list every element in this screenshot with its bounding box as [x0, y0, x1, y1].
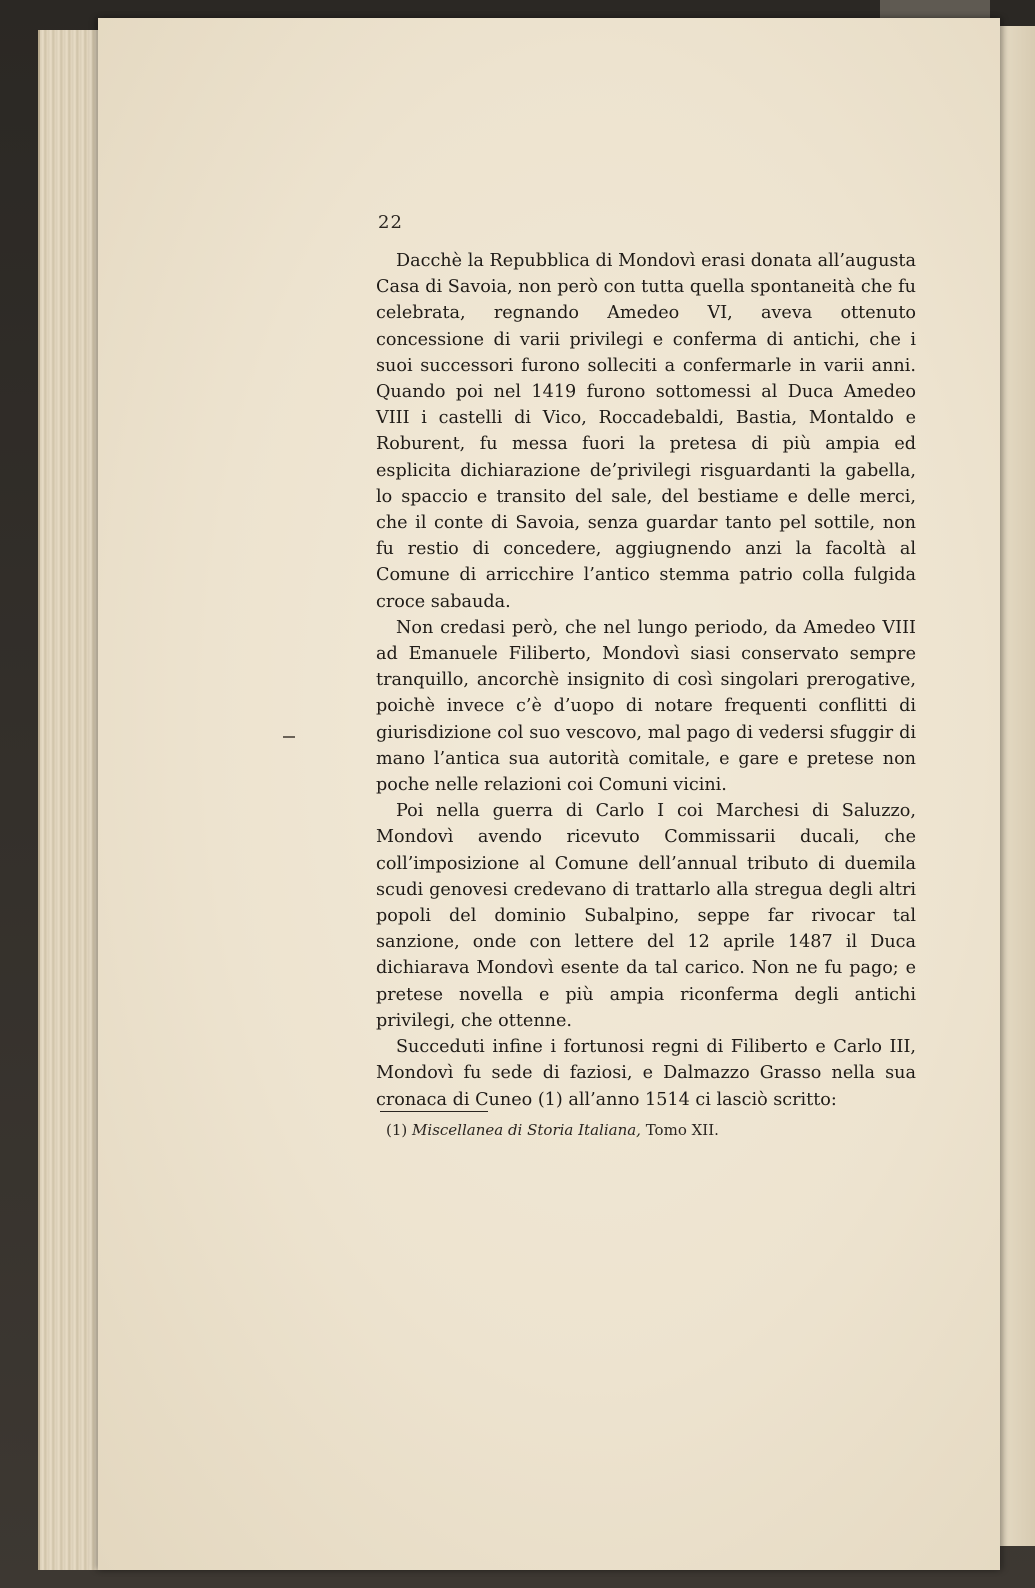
paragraph-1: Dacchè la Repubblica di Mondovì erasi donata all’augusta Casa di Savoia, non però con tutta quella spontaneità che fu celebrata, regnando Amedeo VI, aveva ottenuto concessione di varii privilegi e conferma di antichi, che i suoi successori furono solleciti a confermarle in varii anni. Quando poi nel 1419 furono sottomessi al Duca Amedeo VIII i castelli di Vico, Roccadebaldi, Bastia, Montaldo e Roburent, fu messa fuori la pretesa di più ampia ed esplicita dichiarazione de’privilegi risguardanti la gabella, lo spaccio e transito del sale, del bestiame e delle merci, che il conte di Savoia, senza guardar tanto pel sottile, non fu restio di concedere, aggiugnendo anzi la facoltà al Comune di arricchire l’antico stemma patrio colla fulgida croce sabauda. — [376, 251, 916, 612]
paragraph-3: Poi nella guerra di Carlo I coi Marchesi di Saluzzo, Mondovì avendo ricevuto Commissarii ducali, che coll’imposizione al Comune dell’annual tributo di duemila scudi genovesi credevano di trattarlo alla stregua degli altri popoli del dominio Subalpino, seppe far rivocar tal sanzione, onde con lettere del 12 aprile 1487 il Duca dichiarava Mondovì esente da tal carico. Non ne fu pago; e pretese novella e più ampia riconferma degli antichi privilegi, che ottenne. — [376, 801, 916, 1031]
body-text — [376, 248, 916, 1113]
paragraph-2: Non credasi però, che nel lungo periodo, da Amedeo VIII ad Emanuele Filiberto, Mondovì siasi conservato sempre tranquillo, ancorchè insignito di così singolari prerogative, poichè invece c’è d’uopo di notare frequenti conflitti di giurisdizione col suo vescovo, mal pago di vedersi sfuggir di mano l’antica sua autorità comitale, e gare e pretese non poche nelle relazioni coi Comuni vicini. — [376, 617, 916, 796]
footnote-title: Miscellanea di Storia Italiana, — [412, 1121, 641, 1139]
footnote — [386, 1121, 719, 1139]
footnote-rest: Tomo XII. — [645, 1121, 719, 1139]
margin-mark — [283, 736, 295, 738]
paragraph-4: Succeduti infine i fortunosi regni di Filiberto e Carlo III, Mondovì fu sede di faziosi, e Dalmazzo Grasso nella sua cronaca di Cuneo (1) all’anno 1514 ci lasciò scritto: — [376, 1037, 916, 1110]
book-page — [98, 18, 1000, 1570]
page-number: 22 — [378, 212, 403, 233]
footnote-rule — [380, 1111, 488, 1112]
footnote-marker: (1) — [386, 1121, 408, 1139]
